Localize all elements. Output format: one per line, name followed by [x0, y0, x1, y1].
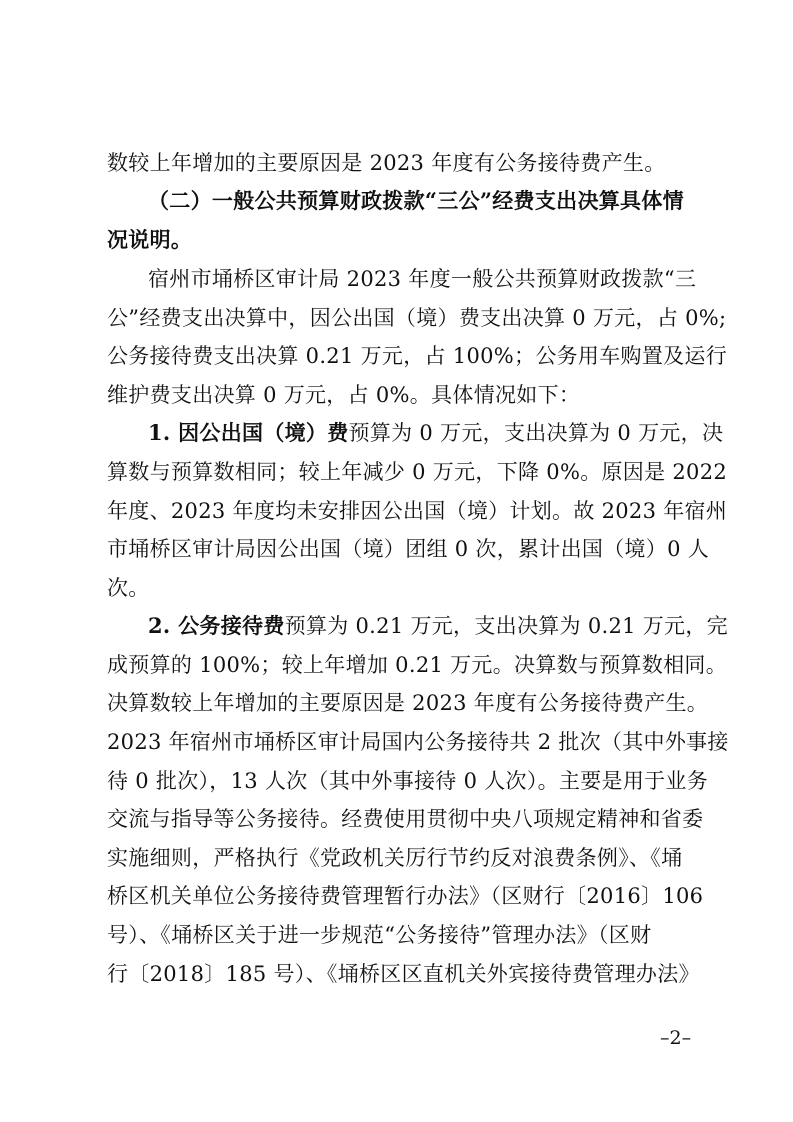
paragraph-line: 年度、2023 年度均未安排因公出国（境）计划。故 2023 年宿州: [107, 499, 728, 523]
paragraph-line: 实施细则，严格执行《党政机关厉行节约反对浪费条例》、《埇: [107, 846, 683, 870]
paragraph-line: 行〔2018〕185 号）、《埇桥区区直机关外宾接待费管理办法》: [107, 962, 700, 986]
paragraph-line: 维护费支出决算 0 万元，占 0%。具体情况如下：: [107, 383, 581, 407]
paragraph-line: 交流与指导等公务接待。经费使用贯彻中央八项规定精神和省委: [107, 807, 704, 831]
page-number: –2–: [660, 1027, 692, 1049]
subsection-line: [148, 418, 724, 448]
paragraph-line: 决算数较上年增加的主要原因是 2023 年度有公务接待费产生。: [107, 691, 709, 715]
paragraph-line: 号）、《埇桥区关于进一步规范“公务接待”管理办法》（区财: [107, 923, 652, 947]
paragraph-line: 市埇桥区审计局因公出国（境）团组 0 次，累计出国（境）0 人: [107, 537, 710, 561]
paragraph-line: 待 0 批次），13 人次（其中外事接待 0 人次）。主要是用于业务: [107, 769, 709, 793]
subsection-text: 预算为 0 万元，支出决算为 0 万元，决: [348, 421, 724, 445]
paragraph-line: 数较上年增加的主要原因是 2023 年度有公务接待费产生。: [107, 151, 666, 175]
paragraph-line: 算数与预算数相同；较上年减少 0 万元，下降 0%。原因是 2022: [107, 460, 728, 484]
section-heading-line: 况说明。: [107, 227, 193, 252]
paragraph-line: 次。: [107, 576, 150, 600]
paragraph-line: 公务接待费支出决算 0.21 万元，占 100%；公务用车购置及运行: [107, 344, 728, 368]
paragraph-line: 成预算的 100%；较上年增加 0.21 万元。决算数与预算数相同。: [107, 653, 728, 677]
subsection-text: 预算为 0.21 万元，支出决算为 0.21 万元，完: [284, 614, 728, 638]
paragraph-line: 公”经费支出决算中，因公出国（境）费支出决算 0 万元，占 0%;: [107, 306, 727, 330]
subsection-heading: 2. 公务接待费: [148, 613, 285, 638]
paragraph-line: 宿州市埇桥区审计局 2023 年度一般公共预算财政拨款“三: [148, 267, 697, 291]
paragraph-line: 桥区机关单位公务接待费管理暂行办法》（区财行〔2016〕106: [107, 884, 704, 908]
paragraph-line: 2023 年宿州市埇桥区审计局国内公务接待共 2 批次（其中外事接: [107, 730, 729, 754]
subsection-line: [148, 611, 728, 641]
subsection-heading: 1. 因公出国（境）费: [148, 420, 349, 445]
section-heading-line: （二）一般公共预算财政拨款“三公”经费支出决算具体情: [148, 188, 684, 213]
